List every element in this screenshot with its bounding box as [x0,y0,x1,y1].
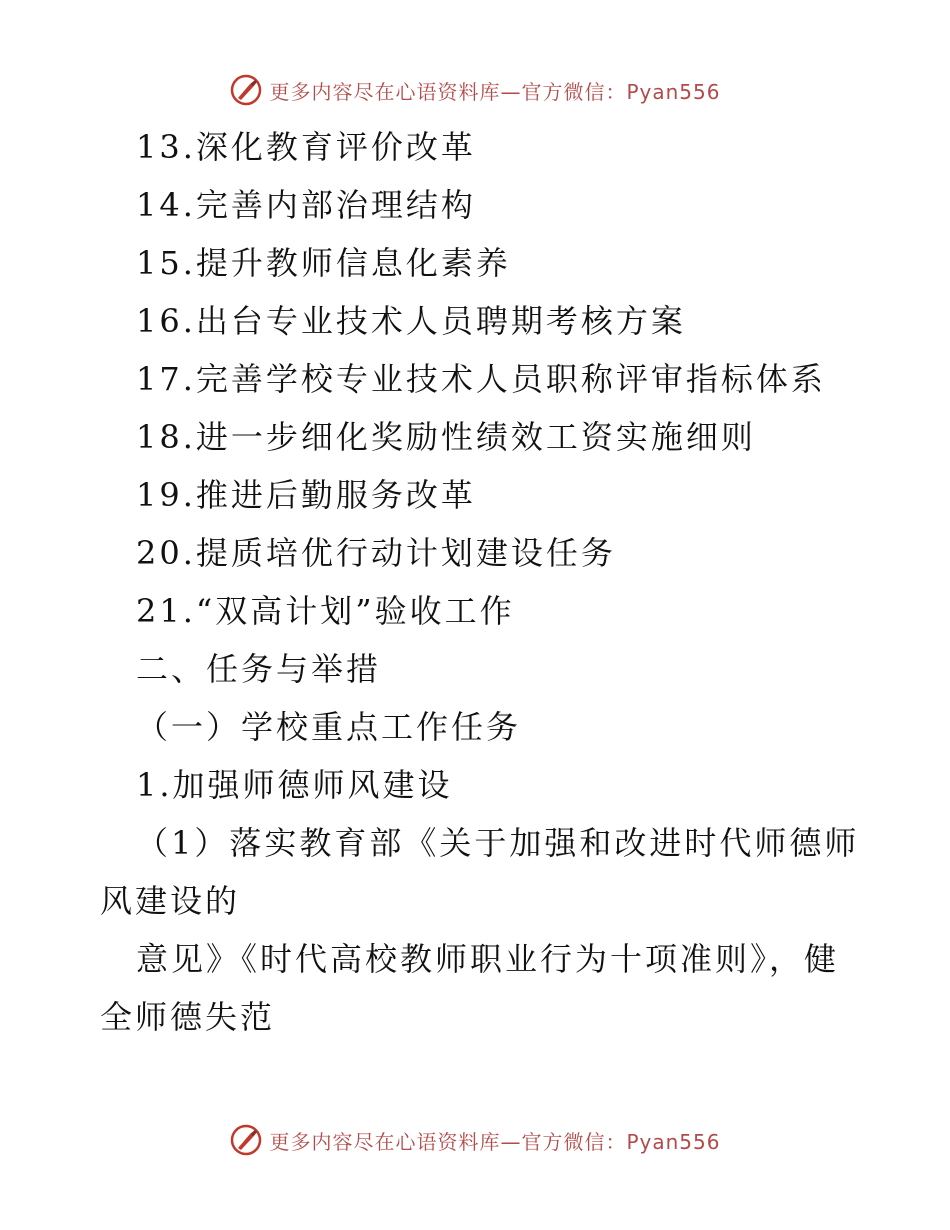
paragraph [100,814,870,930]
list-item: 18.进一步细化奖励性绩效工资实施细则 [136,418,756,456]
header-watermark [0,70,950,110]
list-item: 14.完善内部治理结构 [136,186,476,224]
list-item: 19.推进后勤服务改革 [136,476,476,514]
paragraph-first-line: （1）落实教育部《关于加强和改进时代师德师 [136,824,860,862]
document-body [100,118,870,1046]
watermark-text: 更多内容尽在心语资料库—官方微信：Pyan556 [269,1129,721,1154]
list-item: 21.“双高计划”验收工作 [136,592,515,630]
list-item: 17.完善学校专业技术人员职称评审指标体系 [136,360,826,398]
list-item: 20.提质培优行动计划建设任务 [136,534,616,572]
watermark-text: 更多内容尽在心语资料库—官方微信：Pyan556 [269,79,721,104]
item-heading: 1.加强师德师风建设 [136,766,453,804]
paragraph-continuation: 风建设的 [100,882,241,920]
paragraph-first-line: 意见》《时代高校教师职业行为十项准则》，健 [136,940,840,978]
paragraph-continuation: 全师德失范 [100,998,276,1036]
list-item: 15.提升教师信息化素养 [136,244,511,282]
list-item: 13.深化教育评价改革 [136,128,476,166]
paragraph [100,930,870,1046]
pen-logo-icon [229,1123,263,1157]
list-item: 16.出台专业技术人员聘期考核方案 [136,302,686,340]
subsection-heading: （一）学校重点工作任务 [136,708,522,746]
pen-logo-icon [229,73,263,107]
footer-watermark [0,1120,950,1160]
section-heading: 二、任务与举措 [136,650,382,688]
